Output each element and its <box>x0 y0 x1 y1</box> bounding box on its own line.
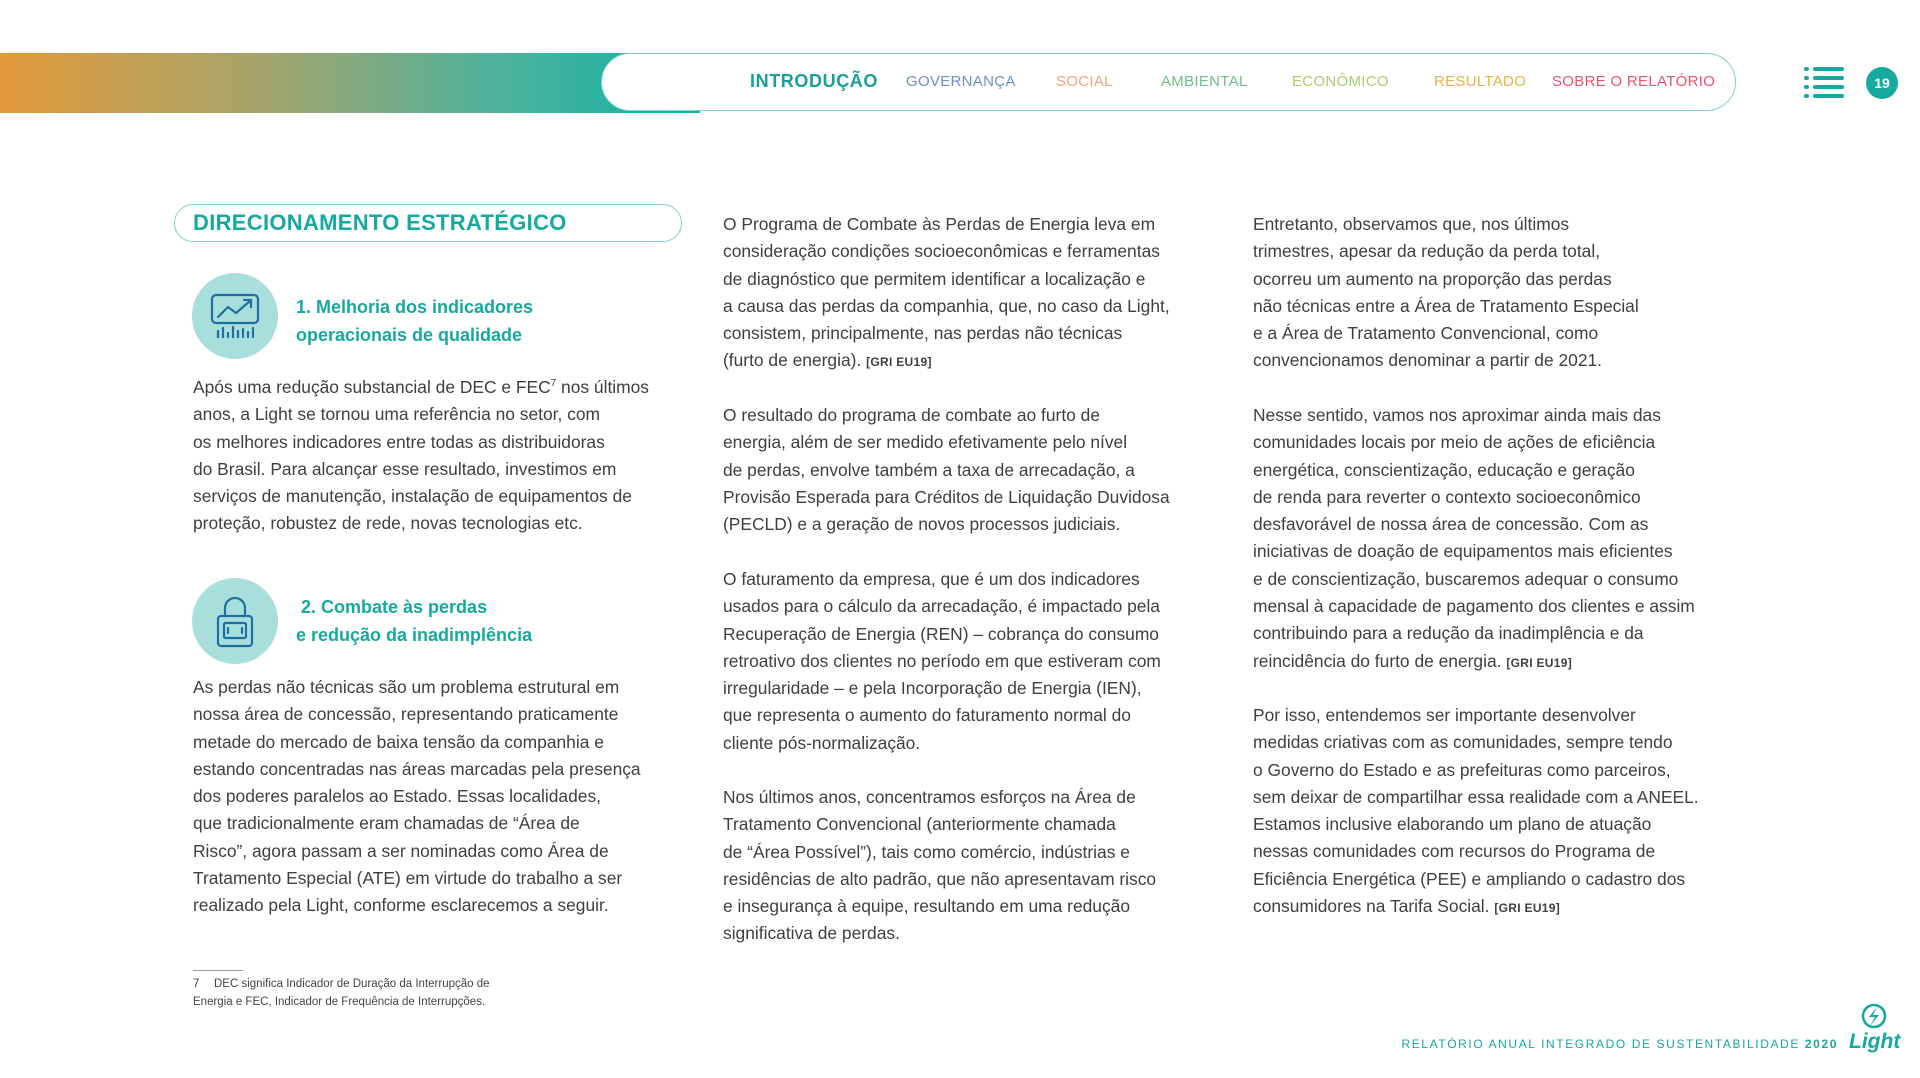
item1-paragraph <box>193 374 649 538</box>
col3-line: trimestres, apesar da redução da perda total, <box>1253 241 1601 262</box>
col3-line: não técnicas entre a Área de Tratamento Especial <box>1253 295 1639 316</box>
item2-line: que tradicionalmente eram chamadas de “Área de <box>193 813 580 834</box>
footnote-line: Energia e FEC, Indicador de Frequência de Interrupções. <box>193 996 486 1008</box>
item1-line: os melhores indicadores entre todas as distribuidoras <box>193 431 605 452</box>
nav-introducao[interactable]: INTRODUÇÃO <box>750 71 878 91</box>
col2-line: que representa o aumento do faturamento normal do <box>723 705 1131 726</box>
nav-ambiental[interactable]: AMBIENTAL <box>1161 73 1248 90</box>
col2-line: retroativo dos clientes no período em que estiveram com <box>723 650 1161 671</box>
footnote-ref: 7 <box>550 378 557 390</box>
col3-line: comunidades locais por meio de ações de eficiência <box>1253 432 1656 453</box>
col2-line: de “Área Possível”), tais como comércio, indústrias e <box>723 841 1130 862</box>
col3-line: nessas comunidades com recursos do Programa de <box>1253 841 1656 862</box>
col2-line: (furto de energia). <box>723 350 862 371</box>
col2-line: consideração condições socioeconômicas e ferramentas <box>723 241 1160 262</box>
col2-line: usados para o cálculo da arrecadação, é impactado pela <box>723 596 1160 617</box>
nav-sobre-o-relatorio[interactable]: SOBRE O RELATÓRIO <box>1552 73 1716 90</box>
item2-line: As perdas não técnicas são um problema estrutural em <box>193 677 620 697</box>
col2-paragraph-2 <box>723 402 1170 538</box>
item1-line: do Brasil. Para alcançar esse resultado, investimos em <box>193 458 617 479</box>
col2-paragraph-4 <box>723 784 1156 948</box>
item2-heading <box>296 593 532 649</box>
col2-paragraph-3 <box>723 566 1161 757</box>
col3-line: Nesse sentido, vamos nos aproximar ainda mais das <box>1253 405 1661 425</box>
col2-line: O faturamento da empresa, que é um dos indicadores <box>723 569 1140 589</box>
col3-line: reincidência do furto de energia. <box>1253 650 1502 671</box>
col2-line: consistem, principalmente, nas perdas não técnicas <box>723 323 1123 344</box>
col3-paragraph-1 <box>1253 211 1639 375</box>
col3-line: medidas criativas com as comunidades, sempre tendo <box>1253 732 1673 753</box>
item1-heading-line1: 1. Melhoria dos indicadores <box>296 297 534 317</box>
light-logo-text: Light <box>1849 1030 1901 1053</box>
col3-line: sem deixar de compartilhar essa realidade com a ANEEL. <box>1253 786 1699 807</box>
item2-line: dos poderes paralelos ao Estado. Essas localidades, <box>193 786 601 807</box>
col3-line: desfavorável de nossa área de concessão. Com as <box>1253 514 1649 535</box>
item2-line: metade do mercado de baixa tensão da companhia e <box>193 731 604 752</box>
col3-line: energética, conscientização, educação e geração <box>1253 459 1635 480</box>
col3-line: Estamos inclusive elaborando um plano de atuação <box>1253 814 1652 835</box>
col3-paragraph-3 <box>1253 702 1699 922</box>
footnote <box>193 975 490 1011</box>
header-gradient-band <box>0 53 700 113</box>
col2-line: Nos últimos anos, concentramos esforços na Área de <box>723 787 1136 807</box>
col2-line: O Programa de Combate às Perdas de Energia leva em <box>723 214 1156 234</box>
item1-heading-line2: operacionais de qualidade <box>296 325 523 345</box>
page-number-badge: 19 <box>1866 67 1898 99</box>
col3-paragraph-2 <box>1253 402 1695 677</box>
col2-line: (PECLD) e a geração de novos processos judiciais. <box>723 514 1121 535</box>
item2-paragraph <box>193 674 641 920</box>
footer-year: 2020 <box>1804 1037 1838 1051</box>
col2-line: irregularidade – e pela Incorporação de Energia (IEN), <box>723 678 1142 699</box>
item2-heading-line2: e redução da inadimplência <box>296 625 533 645</box>
col3-line: e de conscientização, buscaremos adequar o consumo <box>1253 568 1679 589</box>
col2-line: residências de alto padrão, que não apresentavam risco <box>723 868 1157 889</box>
item1-heading <box>296 293 533 349</box>
col2-line: cliente pós-normalização. <box>723 732 921 753</box>
item2-heading-line1: 2. Combate às perdas <box>301 597 488 617</box>
menu-list-icon[interactable] <box>1804 66 1844 100</box>
footnote-divider <box>193 970 243 971</box>
item1-line-tail: nos últimos <box>556 377 650 397</box>
nav-economico[interactable]: ECONÔMICO <box>1292 73 1389 90</box>
col2-line: de diagnóstico que permitem identificar a localização e <box>723 268 1146 289</box>
gri-tag: [GRI EU19] <box>1506 655 1572 670</box>
item1-line: proteção, robustez de rede, novas tecnologias etc. <box>193 513 583 534</box>
col2-line: Tratamento Convencional (anteriormente chamada <box>723 814 1116 835</box>
footnote-line: DEC significa Indicador de Duração da Interrupção de <box>214 978 490 990</box>
col3-line: Eficiência Energética (PEE) e ampliando o cadastro dos <box>1253 868 1686 889</box>
nav-governanca[interactable]: GOVERNANÇA <box>906 73 1016 90</box>
item2-line: nossa área de concessão, representando praticamente <box>193 704 619 725</box>
col3-line: mensal à capacidade de pagamento dos clientes e assim <box>1253 596 1695 617</box>
col3-line: e a Área de Tratamento Convencional, como <box>1253 323 1599 344</box>
footer-report-title <box>1401 1037 1838 1051</box>
nav-social[interactable]: SOCIAL <box>1056 73 1113 90</box>
item1-line: Após uma redução substancial de DEC e FEC <box>193 377 551 397</box>
gri-tag: [GRI EU19] <box>866 355 932 370</box>
item1-line: anos, a Light se tornou uma referência no setor, com <box>193 404 600 425</box>
footnote-number: 7 <box>193 978 200 990</box>
nav-resultado[interactable]: RESULTADO <box>1434 73 1527 90</box>
col3-line: convencionamos denominar a partir de 2021. <box>1253 350 1602 371</box>
col2-line: Provisão Esperada para Créditos de Liquidação Duvidosa <box>723 486 1170 507</box>
gri-tag: [GRI EU19] <box>1494 901 1561 916</box>
item2-line: Risco”, agora passam a ser nominadas como Área de <box>193 840 609 861</box>
col2-line: de perdas, envolve também a taxa de arrecadação, a <box>723 459 1135 480</box>
col2-line: O resultado do programa de combate ao furto de <box>723 405 1101 425</box>
col3-line: contribuindo para a redução da inadimplência e da <box>1253 623 1644 644</box>
col3-line: o Governo do Estado e as prefeituras como parceiros, <box>1253 759 1671 780</box>
padlock-meter-icon <box>192 578 278 664</box>
col3-line: Por isso, entendemos ser importante desenvolver <box>1253 705 1636 725</box>
col3-line: de renda para reverter o contexto socioeconômico <box>1253 486 1641 507</box>
col2-line: Recuperação de Energia (REN) – cobrança do consumo <box>723 623 1159 644</box>
col2-line: significativa de perdas. <box>723 923 900 944</box>
col2-line: a causa das perdas da companhia, que, no caso da Light, <box>723 295 1170 316</box>
col3-line: Entretanto, observamos que, nos últimos <box>1253 214 1570 234</box>
col3-line: iniciativas de doação de equipamentos mais eficientes <box>1253 541 1673 562</box>
col3-line: ocorreu um aumento na proporção das perdas <box>1253 268 1612 289</box>
chart-trend-icon <box>192 273 278 359</box>
col2-line: e insegurança à equipe, resultando em uma redução <box>723 896 1131 917</box>
item1-line: serviços de manutenção, instalação de equipamentos de <box>193 486 632 507</box>
section-title: DIRECIONAMENTO ESTRATÉGICO <box>174 204 682 242</box>
col3-line: consumidores na Tarifa Social. <box>1253 896 1490 917</box>
footer-report-name: RELATÓRIO ANUAL INTEGRADO DE SUSTENTABILIDADE <box>1401 1037 1800 1051</box>
col2-paragraph-1 <box>723 211 1170 377</box>
item2-line: realizado pela Light, conforme esclarecemos a seguir. <box>193 895 609 916</box>
item2-line: estando concentradas nas áreas marcadas pela presença <box>193 758 641 779</box>
col2-line: energia, além de ser medido efetivamente pelo nível <box>723 432 1128 453</box>
item2-line: Tratamento Especial (ATE) em virtude do trabalho a ser <box>193 868 623 889</box>
